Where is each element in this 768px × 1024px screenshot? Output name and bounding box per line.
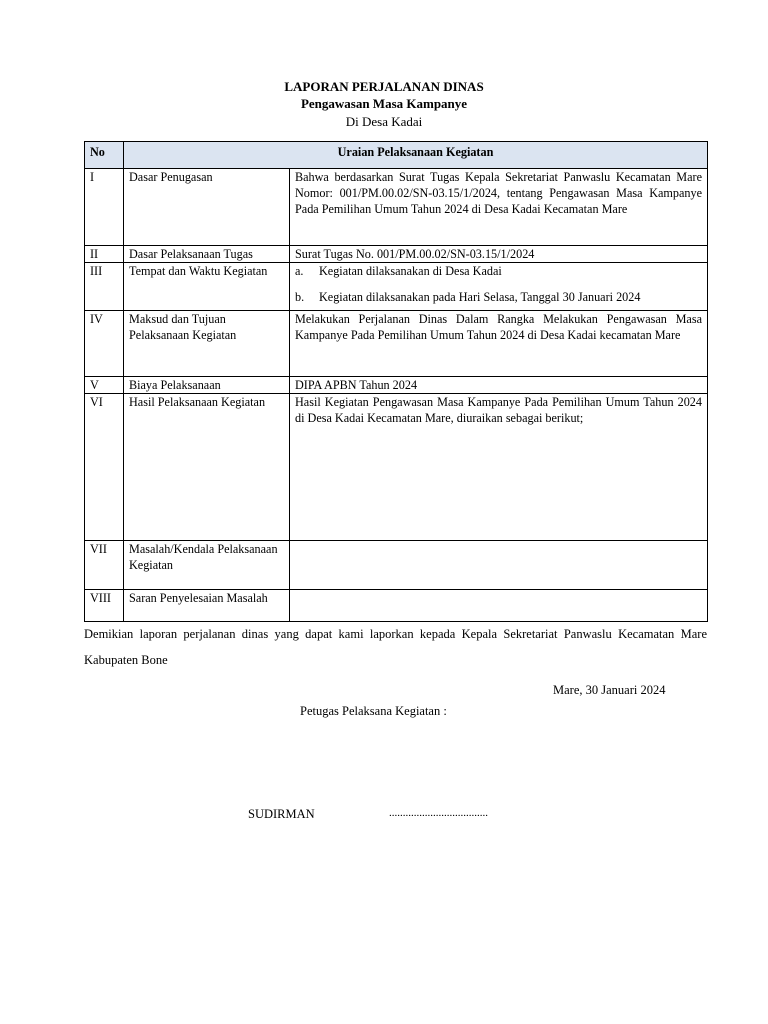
row-content bbox=[290, 590, 708, 622]
signature-line: .................................... bbox=[389, 807, 488, 819]
table-header-row bbox=[85, 142, 708, 169]
header-uraian: Uraian Pelaksanaan Kegiatan bbox=[124, 142, 708, 169]
row-content: DIPA APBN Tahun 2024 bbox=[290, 377, 708, 394]
row-content: Bahwa berdasarkan Surat Tugas Kepala Sekretariat Panwaslu Kecamatan Mare Nomor: 001/PM.00.02/SN-03.15/1/2024, tentang Pengawasan Masa Kampanye Pada Pemilihan Umum Tahun 2024 di Desa Kadai Kecamatan Mare bbox=[290, 169, 708, 246]
signatory-role: Petugas Pelaksana Kegiatan : bbox=[300, 704, 447, 718]
header-no: No bbox=[85, 142, 124, 169]
table-row bbox=[85, 311, 708, 377]
closing-paragraph: Demikian laporan perjalanan dinas yang dapat kami laporkan kepada Kepala Sekretariat Panwaslu Kecamatan Mare Kabupaten Bone bbox=[84, 627, 707, 667]
row-content bbox=[290, 263, 708, 311]
row-number: VI bbox=[85, 394, 124, 541]
row-number: VIII bbox=[85, 590, 124, 622]
row-content: Surat Tugas No. 001/PM.00.02/SN-03.15/1/2024 bbox=[290, 246, 708, 263]
table-row bbox=[85, 263, 708, 311]
row-content: Melakukan Perjalanan Dinas Dalam Rangka Melakukan Pengawasan Masa Kampanye Pada Pemilihan Umum Tahun 2024 di Desa Kadai kecamatan Mare bbox=[290, 311, 708, 377]
report-location: Di Desa Kadai bbox=[345, 114, 423, 129]
row-item: Maksud dan Tujuan Pelaksanaan Kegiatan bbox=[124, 311, 290, 377]
report-subtitle: Pengawasan Masa Kampanye bbox=[300, 96, 468, 111]
row-number: I bbox=[85, 169, 124, 246]
row-item: Dasar Penugasan bbox=[124, 169, 290, 246]
table-row bbox=[85, 394, 708, 541]
row-item: Hasil Pelaksanaan Kegiatan bbox=[124, 394, 290, 541]
table-row bbox=[85, 541, 708, 590]
row-content bbox=[290, 541, 708, 590]
row-item: Masalah/Kendala Pelaksanaan Kegiatan bbox=[124, 541, 290, 590]
table-row bbox=[85, 169, 708, 246]
row-number: III bbox=[85, 263, 124, 311]
row-number: V bbox=[85, 377, 124, 394]
list-marker: b. bbox=[295, 290, 305, 304]
list-item bbox=[295, 263, 702, 279]
row-number: VII bbox=[85, 541, 124, 590]
table-row bbox=[85, 246, 708, 263]
table-row bbox=[85, 377, 708, 394]
list-text: Kegiatan dilaksanakan di Desa Kadai bbox=[319, 264, 502, 278]
row-item: Biaya Pelaksanaan bbox=[124, 377, 290, 394]
row-item: Dasar Pelaksanaan Tugas bbox=[124, 246, 290, 263]
report-title: LAPORAN PERJALANAN DINAS bbox=[284, 79, 484, 94]
report-table bbox=[84, 141, 708, 622]
row-content: Hasil Kegiatan Pengawasan Masa Kampanye Pada Pemilihan Umum Tahun 2024 di Desa Kadai Kecamatan Mare, diuraikan sebagai berikut; bbox=[290, 394, 708, 541]
row-item: Tempat dan Waktu Kegiatan bbox=[124, 263, 290, 311]
place-date: Mare, 30 Januari 2024 bbox=[553, 683, 666, 697]
table-row bbox=[85, 590, 708, 622]
list-item bbox=[295, 289, 702, 305]
list-marker: a. bbox=[295, 264, 304, 278]
row-item: Saran Penyelesaian Masalah bbox=[124, 590, 290, 622]
row-number: II bbox=[85, 246, 124, 263]
row-number: IV bbox=[85, 311, 124, 377]
signatory-name: SUDIRMAN bbox=[248, 807, 315, 821]
list-text: Kegiatan dilaksanakan pada Hari Selasa, Tanggal 30 Januari 2024 bbox=[319, 290, 641, 304]
